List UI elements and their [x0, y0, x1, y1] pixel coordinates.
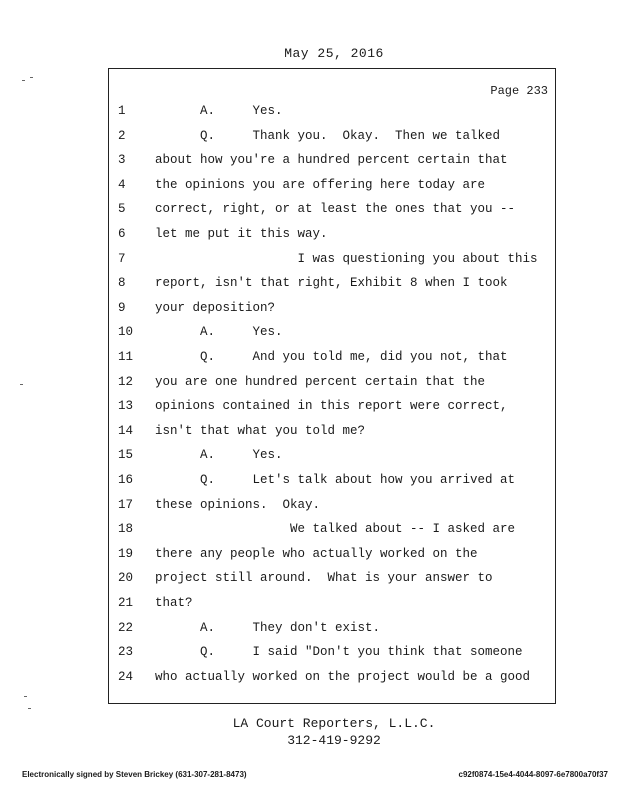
line-number: 4: [118, 178, 126, 192]
scan-speck: [28, 708, 31, 709]
document-date: May 25, 2016: [284, 46, 384, 61]
court-reporter-phone: 312-419-9292: [287, 733, 381, 748]
signature-left: Electronically signed by Steven Brickey (631-307-281-8473): [22, 770, 247, 779]
transcript-line-text: you are one hundred percent certain that the: [155, 375, 486, 389]
line-number: 12: [118, 375, 134, 389]
line-number: 24: [118, 670, 134, 684]
scan-speck: [24, 696, 27, 697]
line-number: 11: [118, 350, 134, 364]
transcript-line-text: I was questioning you about this: [155, 252, 538, 266]
line-number: 23: [118, 645, 134, 659]
transcript-line-text: Q. And you told me, did you not, that: [155, 350, 508, 364]
signature-right: c92f0874-15e4-4044-8097-6e7800a70f37: [458, 770, 608, 779]
line-number: 5: [118, 202, 126, 216]
transcript-line-text: Q. Let's talk about how you arrived at: [155, 473, 516, 487]
transcript-line-text: We talked about -- I asked are: [155, 522, 516, 536]
line-number: 13: [118, 399, 134, 413]
transcript-line-text: let me put it this way.: [155, 227, 328, 241]
line-number: 14: [118, 424, 134, 438]
line-number: 16: [118, 473, 134, 487]
line-number: 7: [118, 252, 126, 266]
transcript-line-text: there any people who actually worked on the: [155, 547, 478, 561]
transcript-line-text: project still around. What is your answer to: [155, 571, 493, 585]
court-reporter-name: LA Court Reporters, L.L.C.: [232, 716, 436, 731]
page-number: Page 233: [490, 84, 548, 98]
line-number: 10: [118, 325, 134, 339]
line-number: 3: [118, 153, 126, 167]
line-number: 9: [118, 301, 126, 315]
transcript-line-text: Q. I said "Don't you think that someone: [155, 645, 523, 659]
transcript-line-text: isn't that what you told me?: [155, 424, 366, 438]
transcript-line-text: opinions contained in this report were correct,: [155, 399, 508, 413]
line-number: 18: [118, 522, 134, 536]
line-number: 22: [118, 621, 134, 635]
scan-speck: [20, 384, 23, 385]
line-number: 21: [118, 596, 134, 610]
transcript-line-text: A. Yes.: [155, 325, 283, 339]
transcript-line-text: that?: [155, 596, 193, 610]
line-number: 17: [118, 498, 134, 512]
line-number: 1: [118, 104, 126, 118]
line-number: 8: [118, 276, 126, 290]
transcript-line-text: correct, right, or at least the ones that you --: [155, 202, 516, 216]
transcript-line-text: report, isn't that right, Exhibit 8 when I took: [155, 276, 508, 290]
transcript-line-text: your deposition?: [155, 301, 276, 315]
scan-speck: [30, 77, 33, 78]
transcript-line-text: about how you're a hundred percent certain that: [155, 153, 508, 167]
transcript-line-text: the opinions you are offering here today are: [155, 178, 486, 192]
transcript-line-text: Q. Thank you. Okay. Then we talked: [155, 129, 501, 143]
transcript-line-text: these opinions. Okay.: [155, 498, 321, 512]
transcript-line-text: A. Yes.: [155, 104, 283, 118]
transcript-line-text: who actually worked on the project would be a good: [155, 670, 531, 684]
line-number: 19: [118, 547, 134, 561]
line-number: 2: [118, 129, 126, 143]
scan-speck: [22, 80, 25, 81]
line-number: 6: [118, 227, 126, 241]
line-number: 15: [118, 448, 134, 462]
transcript-line-text: A. They don't exist.: [155, 621, 381, 635]
transcript-line-text: A. Yes.: [155, 448, 283, 462]
line-number: 20: [118, 571, 134, 585]
